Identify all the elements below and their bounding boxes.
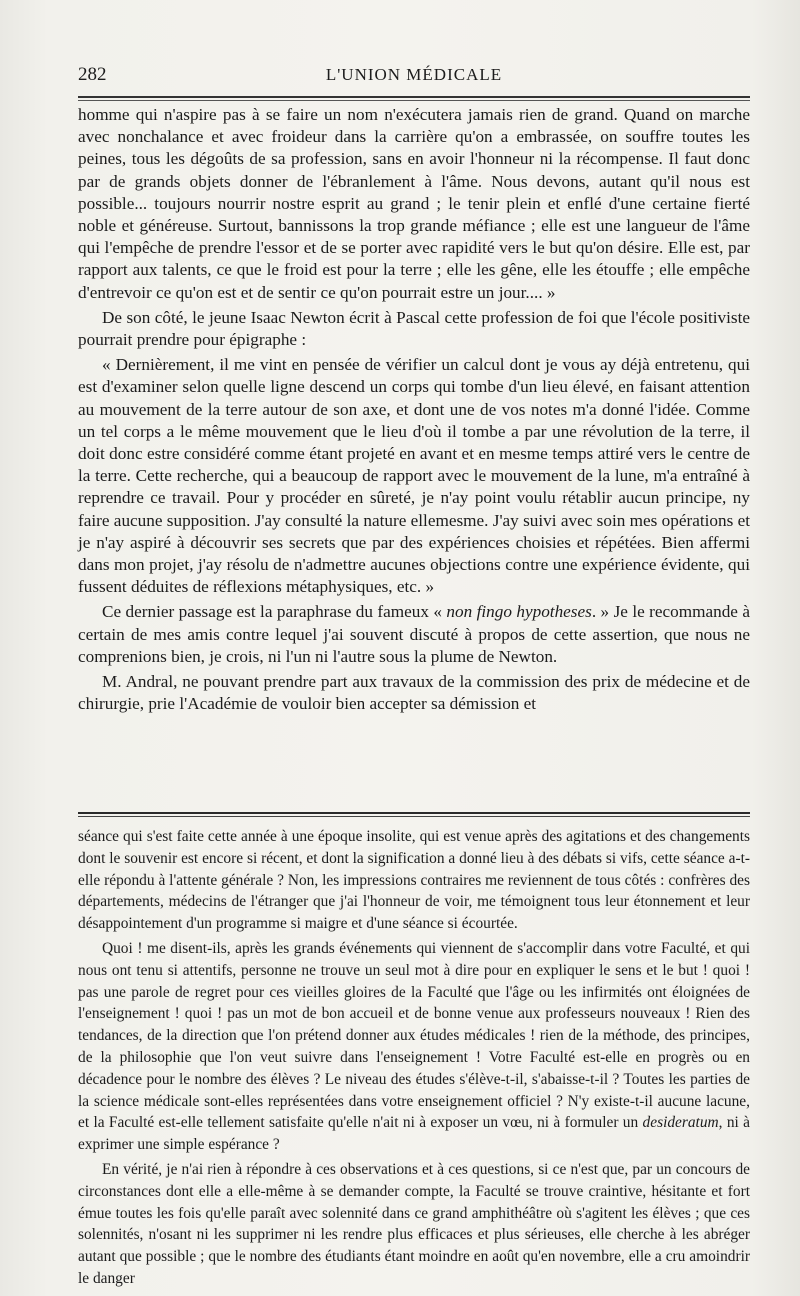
paragraph-paraphrase: Ce dernier passage est la paraphrase du fameux « non fingo hypotheses. » Je le recommande à certain de mes amis contre lequel j'ai souvent discuté à propos de cette assertion, que nous ne comprenions bien, je crois, ni l'un ni l'autre sous la plume de Newton. [78,602,750,666]
main-column [78,104,750,715]
paragraph-seance: séance qui s'est faite cette année à une époque insolite, qui est venue après des agitations et des changements dont le souvenir est encore si récent, et dont la signification a donné lieu à des débats si vifs, cette séance a-t-elle répondu à l'attente générale ? Non, les impressions contraires me reviennent de tous côtés : confrères des départements, médecins de l'étranger que j'ai l'honneur de voir, me témoignent tous leur étonnement et leur désappointement d'un programme si maigre et d'une séance si écourtée. [78,828,750,933]
feuilleton-rule [78,812,750,817]
paragraph-continued: homme qui n'aspire pas à se faire un nom n'exécutera jamais rien de grand. Quand on marche avec nonchalance et avec froideur dans la carrière qu'on a embrassée, on souffre toutes les peines, tous les dégoûts de sa profession, sans en avoir l'honneur ni la récompense. Il faut donc par de grands objets donner de l'ébranlement à l'âme. Nous devons, autant qu'il nous est possible... toujours nourrir nostre esprit au grand ; le tenir plein et enflé d'une certaine fierté noble et généreuse. Surtout, bannissons la trop grande méfiance ; elle est une langueur de l'âme qui l'empêche de prendre l'essor et de se porter avec rapidité vers le but qu'on désire. Elle est, par rapport aux talents, ce que le froid est pour la terre ; elle les gêne, elle les étouffe ; elle empêche d'entrevoir ce qu'on est et de sentir ce qu'on pourrait estre un jour.... » [78,105,750,302]
italic-phrase: desideratum [642,1114,719,1132]
paragraph-quoi: Quoi ! me disent-ils, après les grands événements qui viennent de s'accomplir dans votre Faculté, et qui nous ont tenu si attentifs, personne ne trouve un seul mot à dire pour en expliquer le sens et le but ! quoi ! pas une parole de regret pour ces vieilles gloires de la Faculté que l'âge ou les infirmités ont éloignées de l'enseignement ! quoi ! pas un mot de bon accueil et de bonne venue aux professeurs nouveaux ! Rien des tendances, de la direction que l'on prétend donner aux études médicales ! rien de la méthode, des principes, de la philosophie que l'on veut suivre dans l'enseignement ! Votre Faculté est-elle en progrès ou en décadence pour le nombre des élèves ? Le niveau des études s'élève-t-il, s'abaisse-t-il ? Toutes les parties de la science médicale sont-elles représentées dans votre enseignement officiel ? N'y existe-t-il aucune lacune, et la Faculté est-elle tellement satisfaite qu'elle n'ait ni à exposer un vœu, ni à formuler un desideratum, ni à exprimer une simple espérance ? [78,939,750,1154]
paragraph-en-verite: En vérité, je n'ai rien à répondre à ces observations et à ces questions, si ce n'est que, par un concours de circonstances dont elle a elle-même à se demander compte, la Faculté se trouve craintive, hésitante et fort émue toutes les fois qu'elle paraît avec solennité dans ce grand amphithéâtre où s'agitent les élèves ; que ces solennités, n'osant ni les supprimer ni les rendre plus efficaces et plus sérieuses, elle cherche à les abréger autant que possible ; que le nombre des étudiants étant moindre en août qu'en novembre, elle a cru amoindrir le danger [78,1160,750,1287]
page-number: 282 [78,64,107,85]
feuilleton-column [78,826,750,1290]
paragraph-newton-intro: De son côté, le jeune Isaac Newton écrit à Pascal cette profession de foi que l'école positiviste pourrait prendre pour épigraphe : [78,307,750,350]
paragraph-newton-quote: « Dernièrement, il me vint en pensée de vérifier un calcul dont je vous ay déjà entretenu, qui est d'examiner selon quelle ligne descend un corps qui tombe d'un lieu élevé, en faisant attention au mouvement de la terre autour de son axe, et dont une de vos notes m'a donné l'idée. Comme un tel corps a le même mouvement que le lieu d'où il tombe a par une révolution de la terre, il doit donc estre considéré comme étant projeté en avant et en mesme temps attiré vers le centre de la terre. Cette recherche, qui a beaucoup de rapport avec le mouvement de la lune, m'a entraîné à reprendre ce travail. Pour y procéder en sûreté, je n'ay point voulu rétablir aucun principe, ny faire aucune supposition. J'ay consulté la nature ellemesme. J'ay suivi avec soin mes opérations et je n'ay aspiré à découvrir ses secrets que par des expériences choisies et répétées. Bien affermi dans mon projet, j'ay résolu de n'admettre aucunes objections contre une expérience évidente, qui fussent déduites de réflexions métaphysiques, etc. » [78,355,750,597]
running-head [78,62,750,92]
header-rule [78,96,750,101]
running-title: L'UNION MÉDICALE [325,65,503,84]
italic-phrase: non fingo hypotheses [446,602,592,622]
paragraph-andral: M. Andral, ne pouvant prendre part aux travaux de la commission des prix de médecine et de chirurgie, prie l'Académie de vouloir bien accepter sa démission et [78,672,750,714]
